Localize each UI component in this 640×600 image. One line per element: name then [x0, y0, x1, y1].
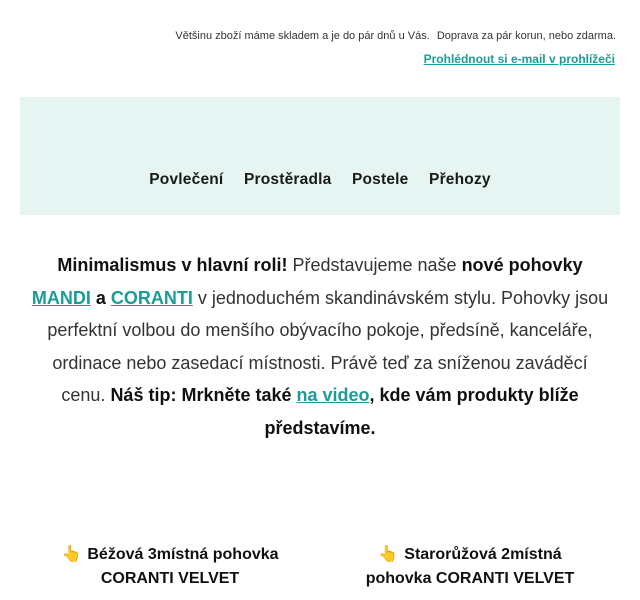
intro-paragraph	[30, 249, 610, 444]
video-link[interactable]: na video	[296, 385, 370, 405]
product-title-line2[interactable]: CORANTI VELVET	[100, 570, 240, 587]
coranti-link[interactable]: CORANTI	[110, 287, 193, 308]
pointing-hand-icon: 👆	[61, 546, 82, 563]
product-title-line1[interactable]: Starorůžová 2místná	[404, 546, 562, 563]
nav-item-povleceni[interactable]: Povlečení	[149, 171, 224, 188]
shipping-info: Doprava za pár korun, nebo zdarma.	[436, 30, 616, 42]
view-in-browser-link[interactable]: Prohlédnout si e-mail v prohlížeči	[423, 52, 615, 66]
header-band	[20, 97, 620, 215]
mandi-link[interactable]: MANDI	[31, 287, 91, 308]
product-title-line2[interactable]: pohovka CORANTI VELVET	[365, 570, 575, 587]
intro-lead: Minimalismus v hlavní roli!	[57, 255, 288, 275]
intro-tip: Náš tip: Mrkněte také	[110, 385, 297, 405]
intro-tip-end: , kde vám produkty blíže představíme.	[264, 385, 579, 438]
nav-item-prosteradla[interactable]: Prostěradla	[243, 171, 332, 188]
nav-item-prehozy[interactable]: Přehozy	[429, 171, 491, 188]
preheader	[171, 30, 616, 42]
intro-text: Představujeme naše	[287, 255, 462, 275]
intro-and: a	[90, 287, 111, 308]
product-title-line1[interactable]: Béžová 3místná pohovka	[87, 546, 279, 563]
intro-text-2: v jednoduchém skandinávském stylu. Pohovky jsou perfektní volbou do menšího obývacího pokoje, předsíně, kanceláře, ordinace nebo zasedací místnosti. Právě teď za sníženou zaváděcí cenu.	[47, 287, 609, 405]
product-card-2[interactable]	[335, 543, 605, 591]
nav-item-postele[interactable]: Postele	[351, 171, 409, 188]
pointing-hand-icon: 👆	[378, 546, 399, 563]
main-nav	[0, 171, 640, 189]
product-card-1[interactable]	[35, 543, 305, 591]
stock-info: Většinu zboží máme skladem a je do pár dnů u Vás.	[175, 30, 430, 42]
intro-new: nové pohovky	[461, 255, 583, 275]
